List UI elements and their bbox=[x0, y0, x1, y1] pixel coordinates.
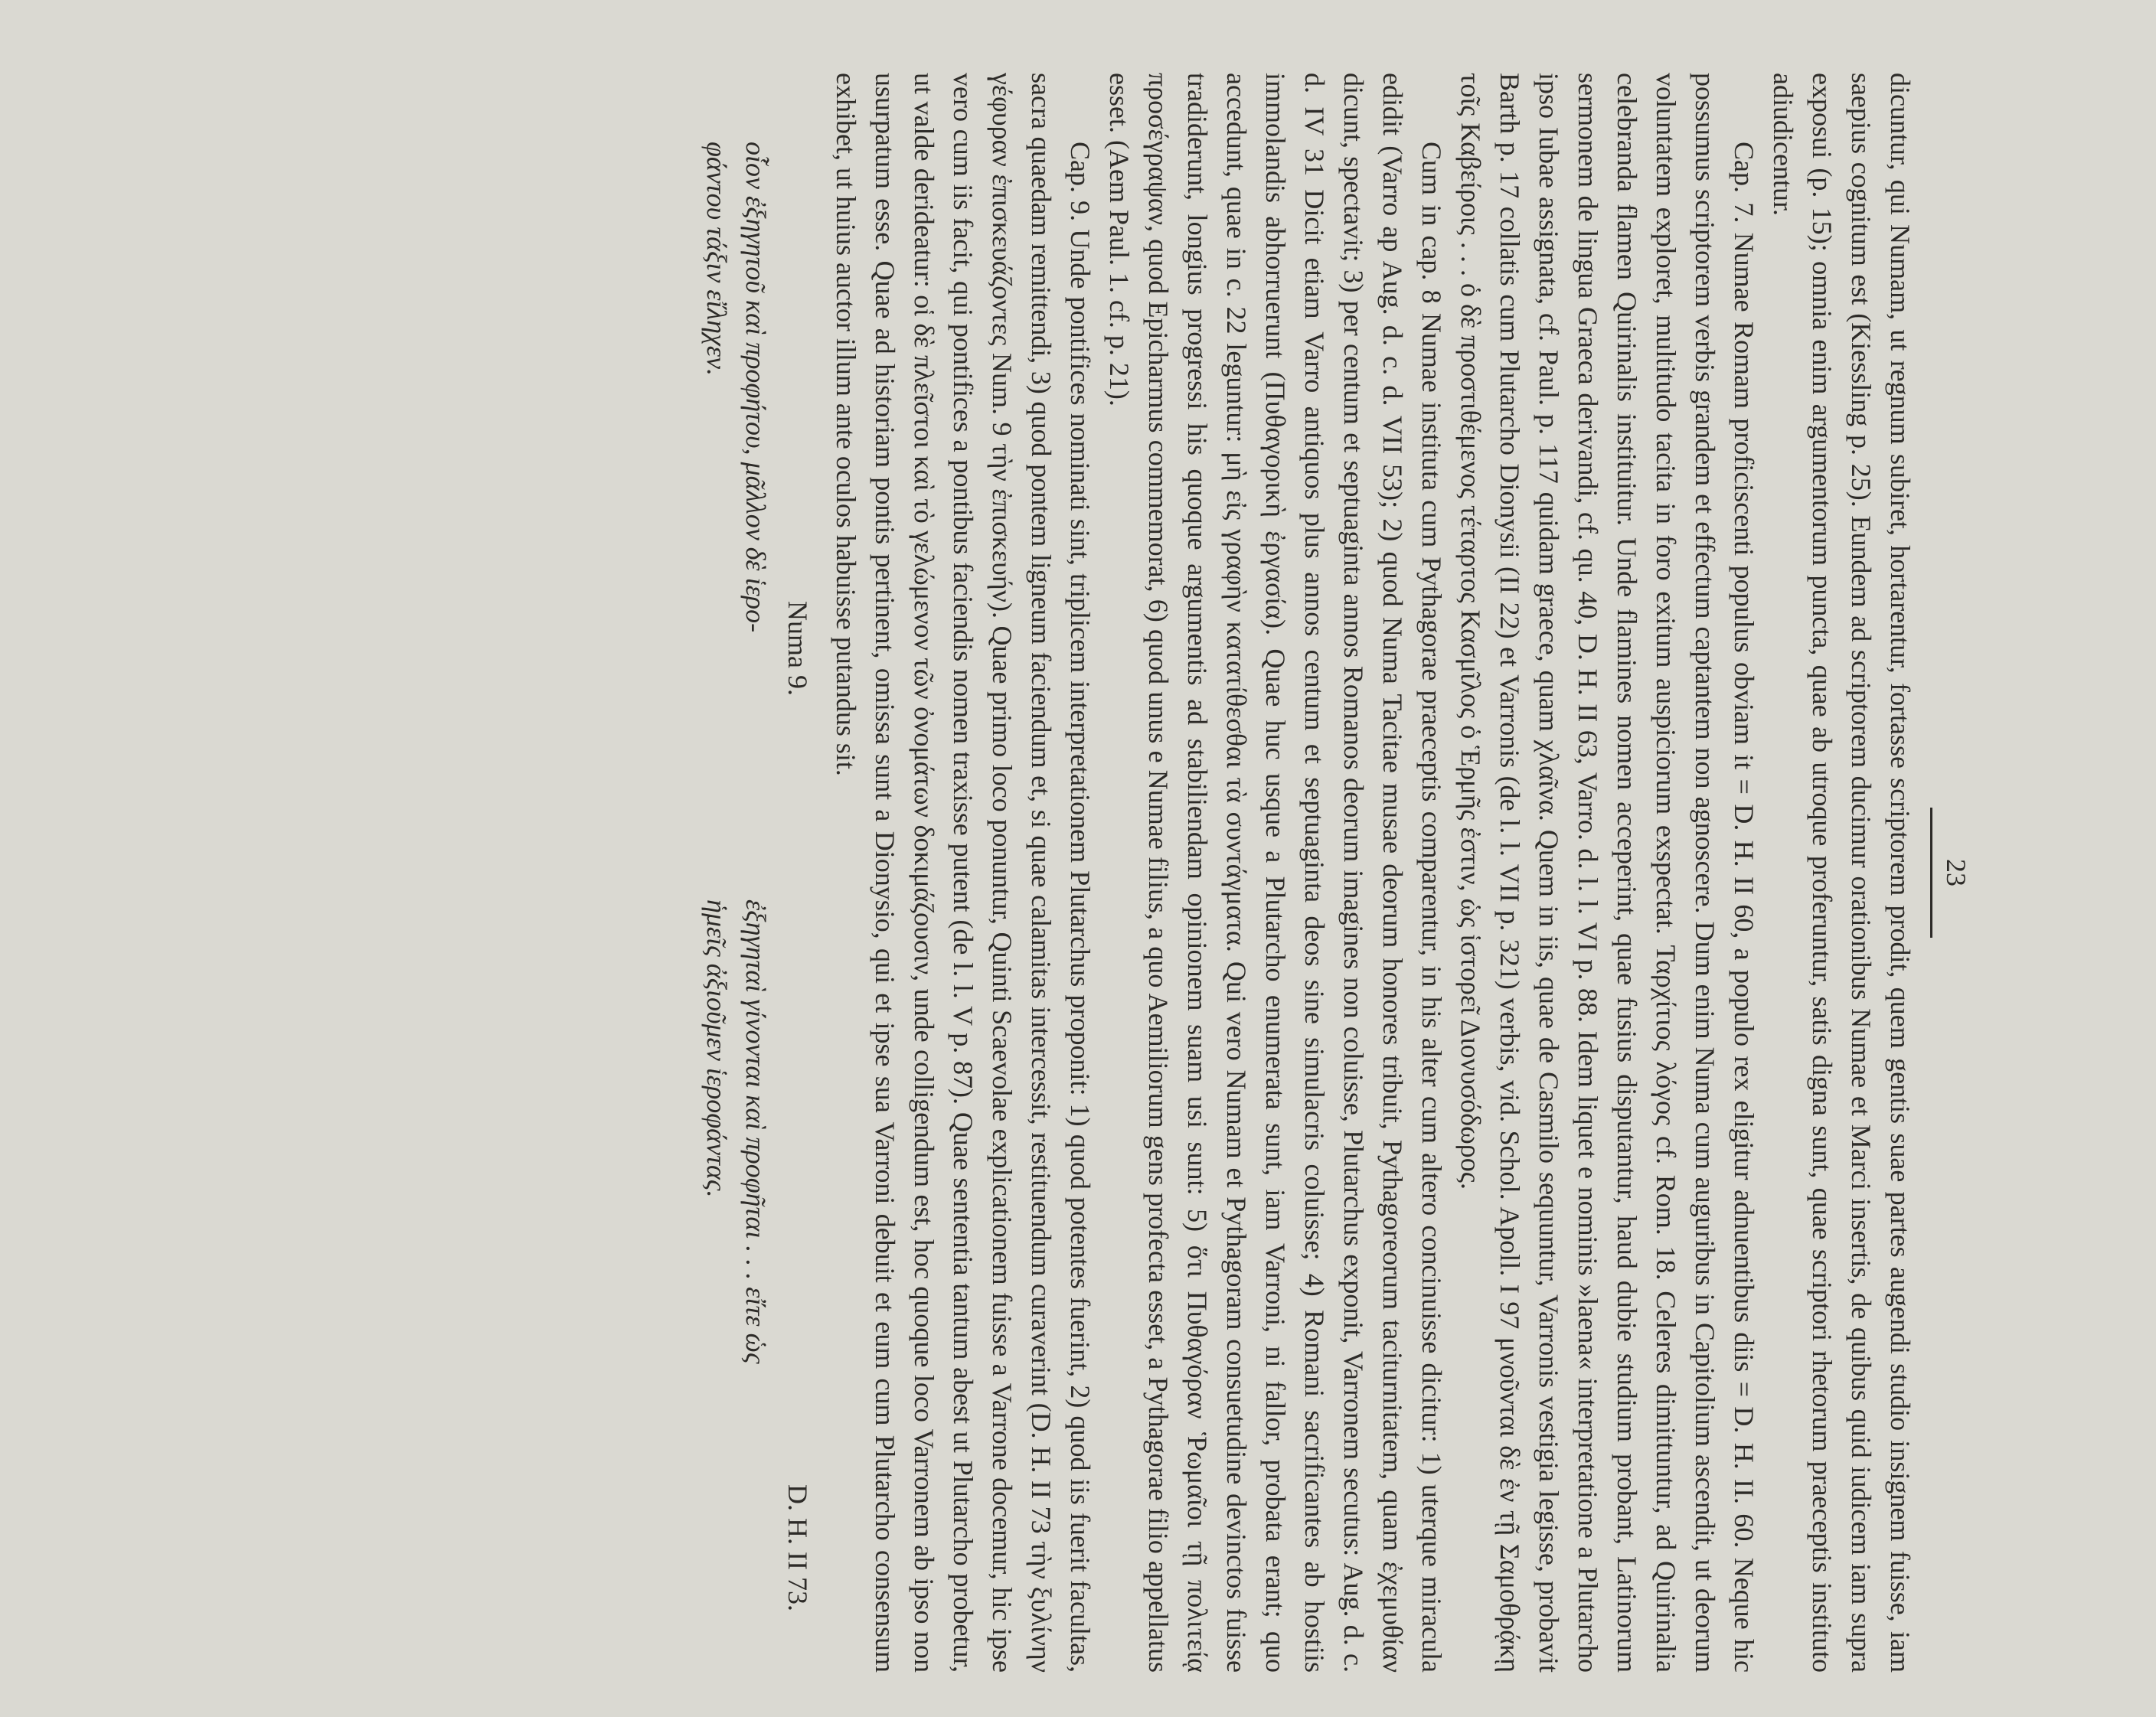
quote-dionysius-line-2: ἡμεῖς ἀξιοῦμεν ἱεροφάντας. bbox=[701, 899, 732, 1198]
reference-numa: Numa 9. bbox=[782, 601, 813, 696]
greek-quotes bbox=[697, 73, 775, 1673]
paragraph-cap-7: Cap. 7. Numae Romam proficiscenti populus obviam it = D. H. II 60, a populo rex eligitur adnuentibus diis = D. H. II. 60. Neque hic possumus scriptorem verbis grandem et effectum captantem non agnoscere. Dum enim Numa cum auguribus in Capitolium ascendit, ut deorum voluntatem exploret, multitudo tacita in foro exitum auspiciorum exspectat. Ταρχίτιος λόγος cf. Rom. 18. Celeres dimittuntur, ad Quirinalia celebranda flamen Quirinalis instituitur. Unde flamines nomen acceperint, quae fusius disputantur, haud dubie studium probant, Latinorum sermonem de lingua Graeca derivandi, cf. qu. 40, D. H. II 63, Varro. d. l. l. VI p. 88. Idem liquet e nominis »laena« interpretatione a Plutarcho ipso Iubae assignata, cf. Paul. p. 117 quidam graece, quam χλαῖνα. Quem in iis, quae de Casmilo sequuntur, Varronis vestigia legisse, probavit Barth p. 17 collatis cum Plutarcho Dionysii (II 22) et Varronis (de l. l. VII p. 321) verbis, vid. Schol. Apoll. I 97 μνοῦνται δὲ ἐν τῇ Σαμοθρᾴκῃ τοῖς Καβείροις . . . ὁ δὲ προστιθέμενος τέταρτος Κασμῖλος ὁ Ἑρμῆς ἐστιν, ὡς ἱστορεῖ Διονυσόδωρος. bbox=[1455, 73, 1759, 1673]
paragraph-cap-9: Cap. 9. Unde pontifices nominati sint, triplicem interpretationem Plutarchus proponit: 1) quod potentes fuerint, 2) quod iis fuerit facultas, sacra quaedam remittendi, 3) quod pontem ligneum faciendum et, si quae calamitas intercessit, restituendum curaverint (D. H. II 73 τὴν ξυλίνην γέφυραν ἐπισκευάζοντες Num. 9 τὴν ἐπισκευήν). Quae primo loco ponuntur, Quinti Scaevolae explicationem fuisse a Varrone docemur, hic ipse vero cum iis facit, qui pontifices a pontibus faciendis nomen traxisse putent (de l. l. V p. 87). Quae sententia tantum abest ut Plutarcho probetur, ut valde derideatur: οἱ δὲ πλεῖστοι καὶ τὸ γελώμενον τῶν ὀνομάτων δοκιμάζουσιν, unde colligendum est, hoc quoque loco Varronem ab ipso non usurpatum esse. Quae ad historiam pontis pertinent, omissa sunt a Dionysio, qui et ipse sua Varroni debuit et eum cum Plutarcho consensum exhibet, ut huius auctor illum ante oculos habuisse putandus sit. bbox=[831, 73, 1096, 1673]
source-references bbox=[778, 73, 817, 1673]
paragraph-1: dicuntur, qui Numam, ut regnum subiret, hortarentur, fortasse scriptorem prodit, quem gentis suae partes augendi studio insignem fuisse, iam saepius cognitum est (Kiessling p. 25). Eundem ad scriptorem ducimur orationibus Numae et Marci insertis, de quibus quid iudicem iam supra exposui (p. 15); omnia enim argumentorum puncta, quae ab utroque proferuntur, satis digna sunt, quae scriptori rhetorum praeceptis instituto adiudicentur. bbox=[1768, 73, 1916, 1673]
quote-dionysius-line-1: ἐξηγηταὶ γίνονται καὶ προφῆται . . . εἴτε ὡς bbox=[740, 899, 771, 1364]
paragraph-cap-8: Cum in cap. 8 Numae instituta cum Pythagorae praeceptis comparentur, in his alter cum altero concinuisse dicitur: 1) uterque miracula edidit (Varro ap Aug. d. c. d. VII 53); 2) quod Numa Tacitae musae deorum honores tribuit, Pythagoreorum taciturnitatem, quam ἐχεμυθίαν dicunt, spectavit; 3) per centum et septuaginta annos Romanos deorum imagines non coluisse, Plutarchus exponit, Varronem secutus: Aug. d. c. d. IV 31 Dicit etiam Varro antiquos plus annos centum et septuaginta deos sine simulacris coluisse; 4) Romani sacrificantes ab hostiis immolandis abhorruerunt (Πυθαγορικὴ ἐργασία). Quae huc usque a Plutarcho enumerata sunt, iam Varroni, ni fallor, probata erant; quo accedunt, quae in c. 22 leguntur: μὴ εἰς γραφὴν κατατίθεσθαι τὰ συντάγματα. Qui vero Numam et Pythagoram consuetudine devinctos fuisse tradiderunt, longius progressi his quoque argumentis ad stabiliendam opinionem suam usi sunt: 5) ὅτι Πυθαγόραν Ῥωμαῖοι τῇ πολιτείᾳ προσέγραψαν, quod Epicharmus commemorat, 6) quod unus e Numae filius, a quo Aemiliorum gens profecta esset, a Pythagorae filio appellatus esset. (Aem Paul. 1. cf. p. 21). bbox=[1104, 73, 1447, 1673]
reference-dionysius: D. H. II 73. bbox=[782, 1484, 813, 1611]
quote-dionysius bbox=[697, 869, 775, 1665]
quote-plutarch-line-1: οἷον ἐξηγητοῦ καὶ προφήτου, μᾶλλον δὲ ἱερο- bbox=[740, 142, 771, 633]
quote-plutarch bbox=[697, 73, 775, 869]
header-rule bbox=[1930, 808, 1932, 938]
quote-plutarch-line-2: φάντου τάξιν εἴληχεν. bbox=[701, 142, 732, 377]
page-number: 23 bbox=[1941, 859, 1971, 886]
page-content bbox=[345, 73, 1975, 1673]
